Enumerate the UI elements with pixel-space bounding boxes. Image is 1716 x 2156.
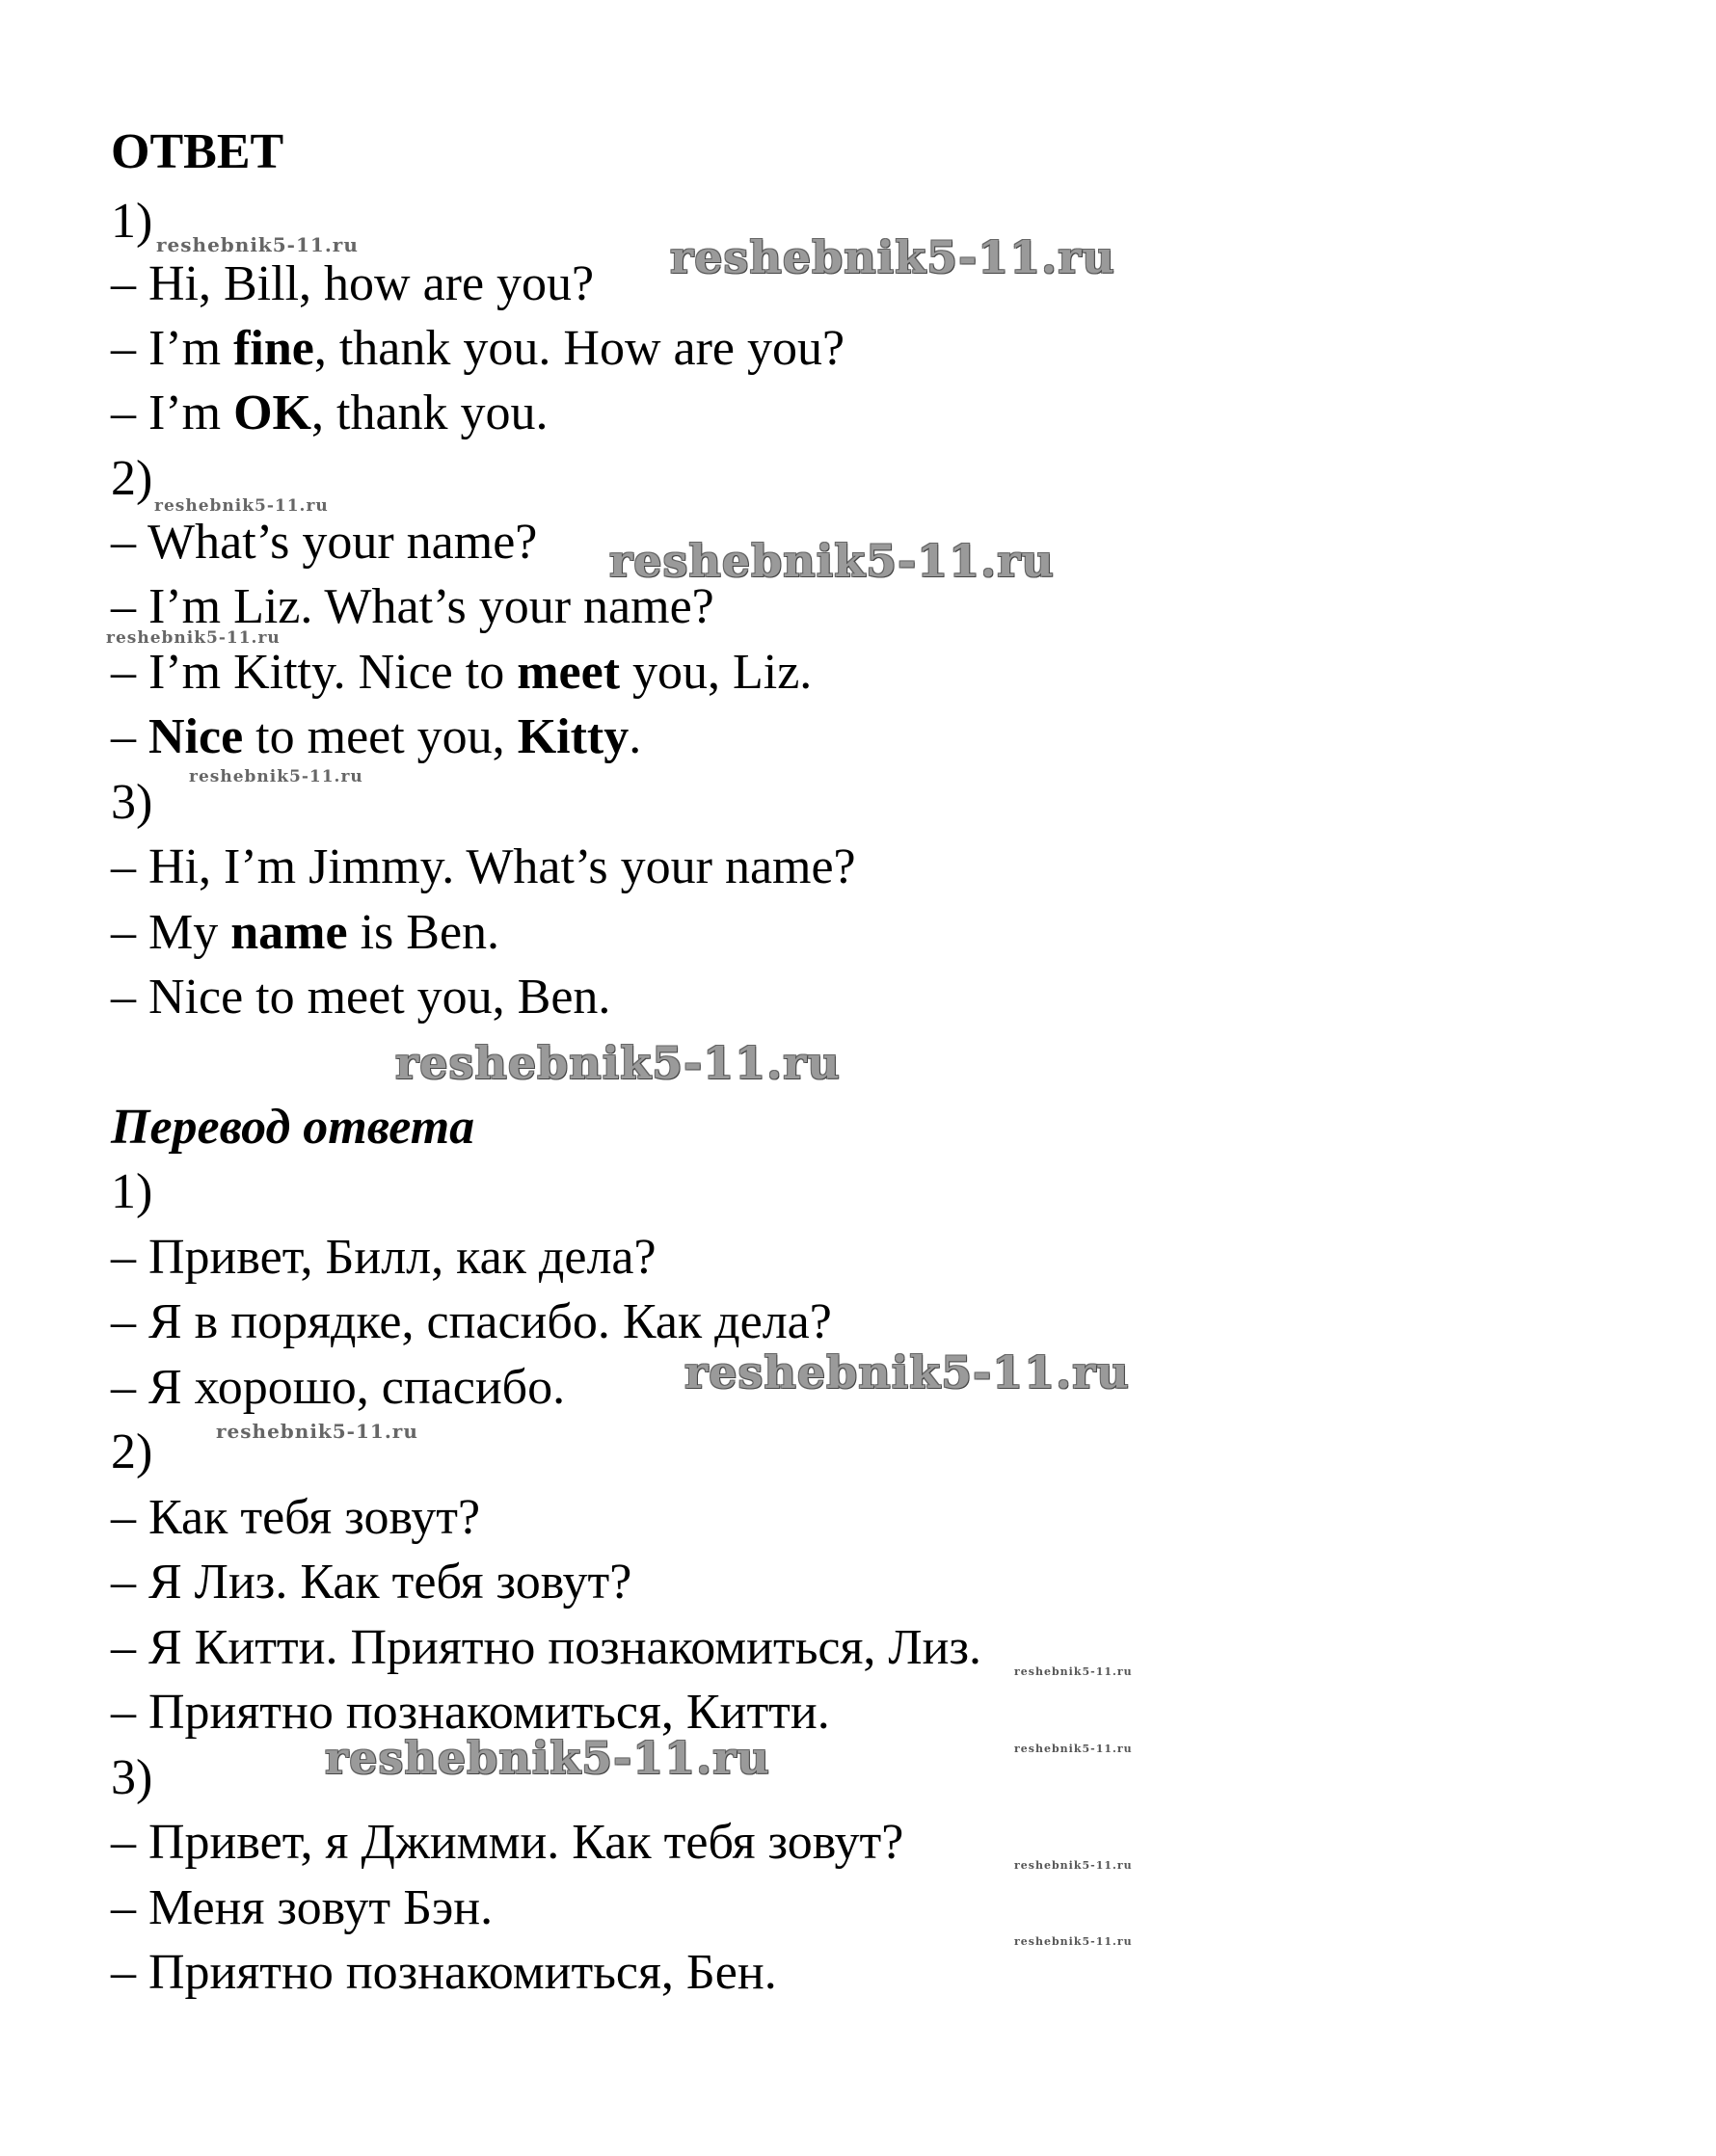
watermark: reshebnik5-11.ru (670, 231, 1115, 283)
watermark: reshebnik5-11.ru (156, 233, 359, 256)
answer-s2-line4: – Nice to meet you, Kitty. (111, 709, 642, 764)
answer-heading: ОТВЕТ (111, 124, 284, 179)
answer-s2-line2: – I’m Liz. What’s your name? (111, 579, 714, 634)
translation-s1-line1: – Привет, Билл, как дела? (111, 1230, 657, 1285)
translation-s3-number: 3) (111, 1750, 153, 1805)
translation-s3-line3: – Приятно познакомиться, Бен. (111, 1945, 777, 2000)
translation-s2-number: 2) (111, 1424, 153, 1479)
watermark: reshebnik5-11.ru (395, 1037, 841, 1089)
watermark: reshebnik5-11.ru (609, 535, 1055, 587)
watermark: reshebnik5-11.ru (325, 1732, 770, 1784)
watermark: reshebnik5-11.ru (1014, 1859, 1133, 1872)
watermark: reshebnik5-11.ru (216, 1420, 418, 1443)
answer-s1-line2: – I’m fine, thank you. How are you? (111, 321, 845, 376)
watermark: reshebnik5-11.ru (1014, 1665, 1133, 1678)
translation-s2-line3: – Я Китти. Приятно познакомиться, Лиз. (111, 1620, 982, 1675)
watermark: reshebnik5-11.ru (1014, 1935, 1133, 1948)
translation-s3-line2: – Меня зовут Бэн. (111, 1880, 494, 1935)
answer-s3-line1: – Hi, I’m Jimmy. What’s your name? (111, 839, 856, 894)
translation-heading: Перевод ответа (111, 1100, 475, 1155)
answer-s2-line3: – I’m Kitty. Nice to meet you, Liz. (111, 645, 813, 700)
translation-s1-line2: – Я в порядке, спасибо. Как дела? (111, 1294, 832, 1349)
translation-s1-number: 1) (111, 1164, 153, 1219)
translation-s2-line4: – Приятно познакомиться, Китти. (111, 1685, 830, 1740)
watermark: reshebnik5-11.ru (684, 1346, 1130, 1398)
translation-s2-line2: – Я Лиз. Как тебя зовут? (111, 1555, 632, 1610)
watermark: reshebnik5-11.ru (189, 767, 363, 786)
answer-s3-number: 3) (111, 775, 153, 830)
answer-s3-line3: – Nice to meet you, Ben. (111, 970, 611, 1025)
answer-s1-number: 1) (111, 194, 153, 249)
answer-s3-line2: – My name is Ben. (111, 905, 500, 960)
translation-s2-line1: – Как тебя зовут? (111, 1490, 481, 1545)
watermark: reshebnik5-11.ru (1014, 1743, 1133, 1755)
watermark: reshebnik5-11.ru (154, 496, 329, 516)
answer-s1-line3: – I’m OK, thank you. (111, 386, 549, 440)
translation-s1-line3: – Я хорошо, спасибо. (111, 1360, 566, 1415)
answer-s2-number: 2) (111, 451, 153, 506)
translation-s3-line1: – Привет, я Джимми. Как тебя зовут? (111, 1815, 904, 1870)
answer-s2-line1: – What’s your name? (111, 515, 538, 570)
answer-s1-line1: – Hi, Bill, how are you? (111, 256, 595, 311)
watermark: reshebnik5-11.ru (106, 628, 281, 648)
